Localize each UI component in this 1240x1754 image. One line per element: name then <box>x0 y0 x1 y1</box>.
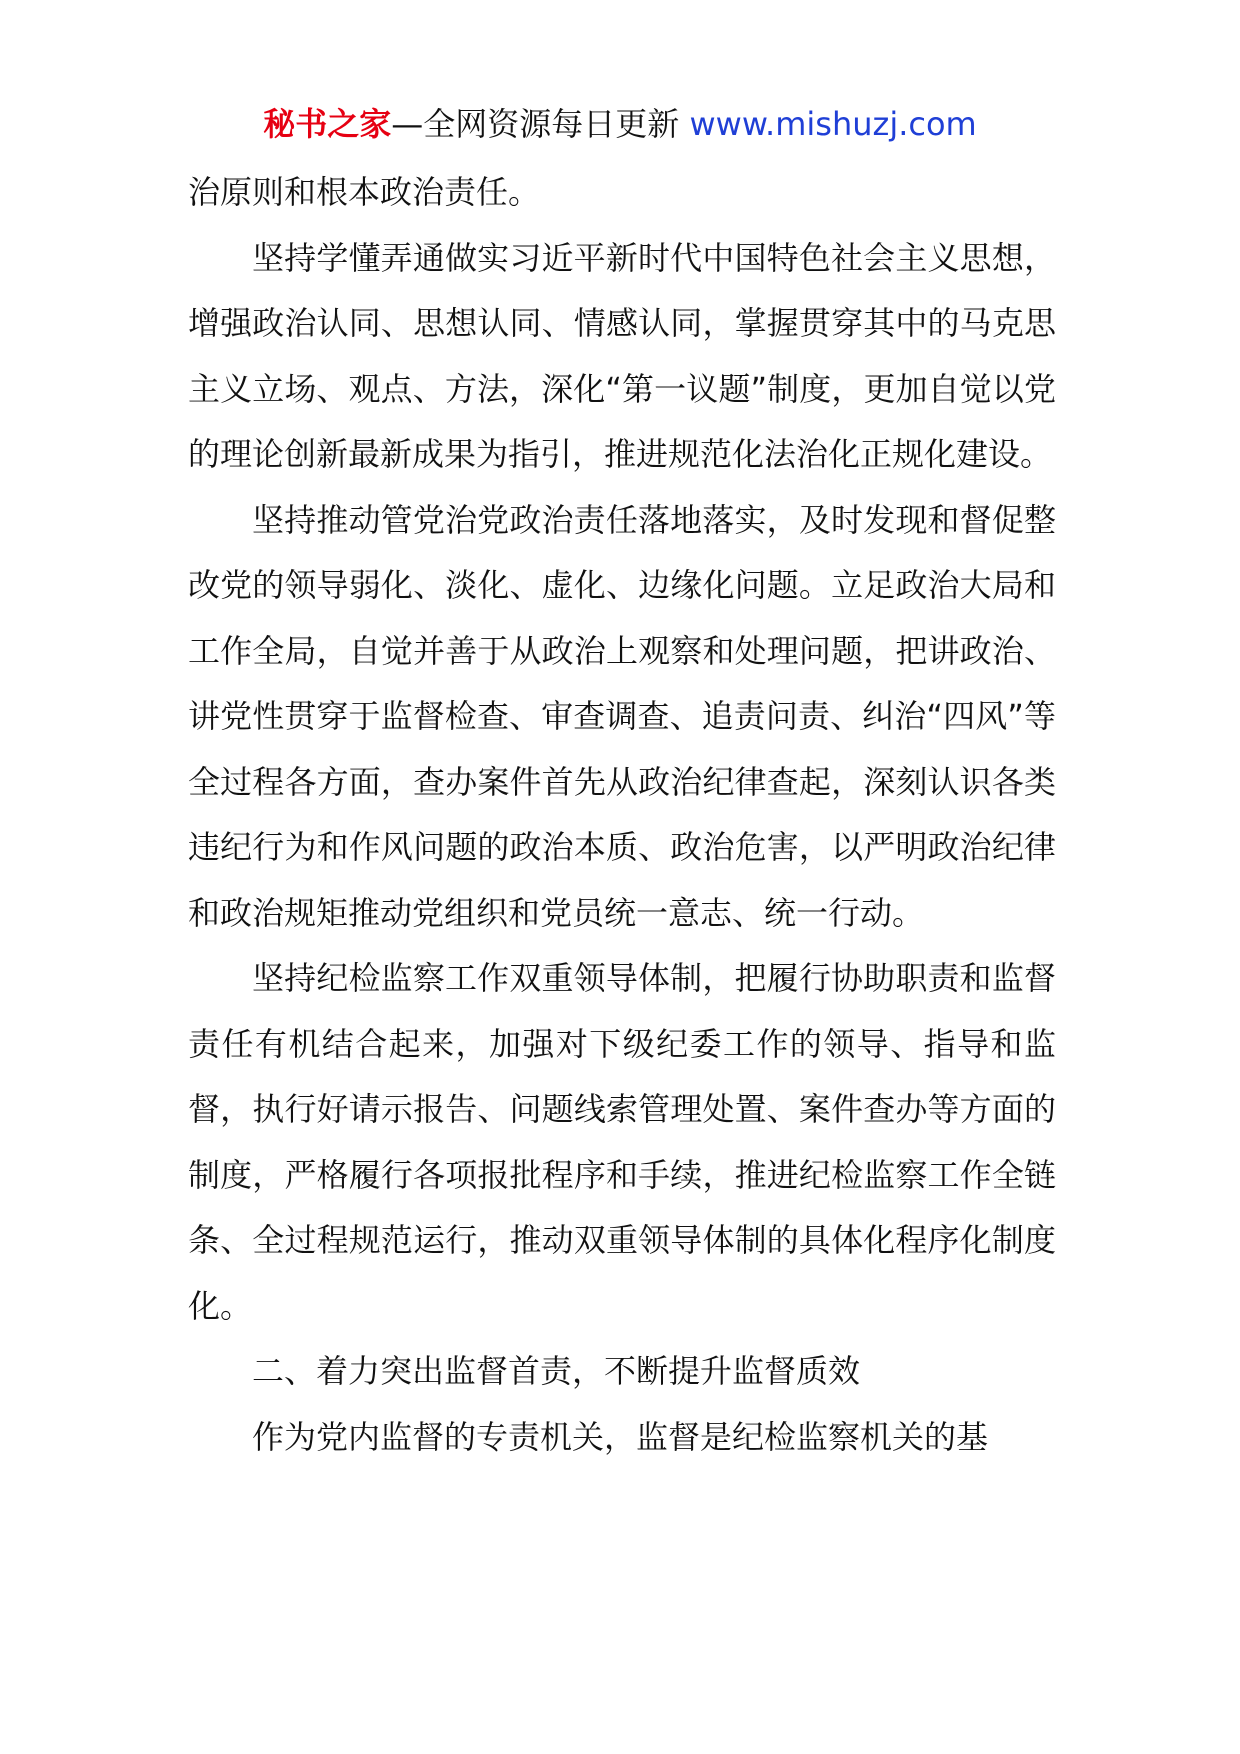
paragraph-continuation: 治原则和根本政治责任。 <box>188 173 541 211</box>
watermark-header <box>0 100 1240 148</box>
header-tagline: —全网资源每日更新 <box>391 105 680 143</box>
header-url: www.mishuzj.com <box>689 105 977 143</box>
paragraph-dual-leadership: 坚持纪检监察工作双重领导体制，把履行协助职责和监督责任有机结合起来，加强对下级纪委工作的领导、指导和监督，执行好请示报告、问题线索管理处置、案件查办等方面的制度，严格履行各项报批程序和手续，推进纪检监察工作全链条、全过程规范运行，推动双重领导体制的具体化程序化制度化。 <box>188 959 1056 1325</box>
paragraph-supervision: 作为党内监督的专责机关，监督是纪检监察机关的基 <box>252 1417 989 1456</box>
paragraph-responsibility: 坚持推动管党治党政治责任落地落实，及时发现和督促整改党的领导弱化、淡化、虚化、边缘化问题。立足政治大局和工作全局，自觉并善于从政治上观察和处理问题，把讲政治、讲党性贯穿于监督检查、审查调查、追责问责、纠治“四风”等全过程各方面，查办案件首先从政治纪律查起，深刻认识各类违纪行为和作风问题的政治本质、政治危害，以严明政治纪律和政治规矩推动党组织和党员统一意志、统一行动。 <box>188 500 1056 932</box>
paragraph-ideology: 坚持学懂弄通做实习近平新时代中国特色社会主义思想，增强政治认同、思想认同、情感认同，掌握贯穿其中的马克思主义立场、观点、方法，深化“第一议题”制度，更加自觉以党的理论创新最新成果为指引，推进规范化法治化正规化建设。 <box>188 238 1056 473</box>
document-body <box>188 160 1056 1470</box>
section-heading: 二、着力突出监督首责，不断提升监督质效 <box>252 1352 861 1390</box>
brand-name: 秘书之家 <box>263 105 392 143</box>
